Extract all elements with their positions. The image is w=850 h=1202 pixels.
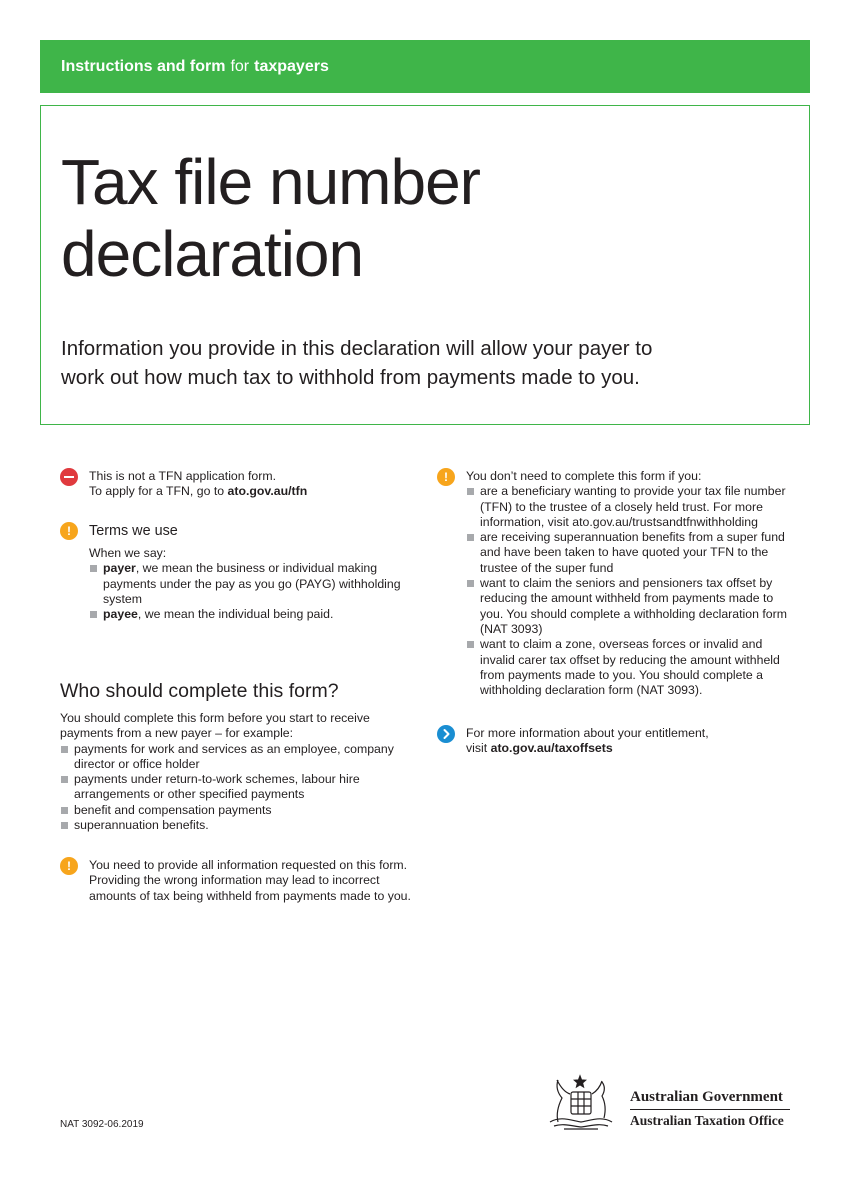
not-application-line1: This is not a TFN application form. xyxy=(89,469,277,483)
page-subtitle: Information you provide in this declaration will allow your payer to work out how much tax to withhold from payments made to you. xyxy=(61,337,653,389)
no-need-section xyxy=(437,469,797,698)
list-item: benefit and compensation payments xyxy=(60,803,420,818)
banner-text-taxpayers: taxpayers xyxy=(254,57,329,75)
not-application-note xyxy=(60,469,420,500)
ato-text: Australian Taxation Office xyxy=(630,1113,784,1128)
tfn-link[interactable]: ato.gov.au/tfn xyxy=(227,484,308,499)
list-item: want to claim a zone, overseas forces or invalid and invalid carer tax offset by reducing the amount withheld from payments made to you. You should complete a withholding declaration form (NAT 3093). xyxy=(466,637,797,698)
terms-intro: When we say: xyxy=(89,546,167,560)
title-line-2: declaration xyxy=(61,218,364,290)
term-payee-text: , we mean the individual being paid. xyxy=(137,607,334,622)
terms-heading: Terms we use xyxy=(89,523,178,539)
government-logo xyxy=(540,1072,792,1134)
exclamation-icon: ! xyxy=(437,468,455,486)
title-line-1: Tax file number xyxy=(61,146,480,218)
who-intro: You should complete this form before you start to receive payments from a new payer – for example: xyxy=(60,711,370,741)
exclamation-icon: ! xyxy=(60,857,78,875)
list-item: payments for work and services as an employee, company director or office holder xyxy=(60,742,420,773)
more-info-note xyxy=(437,726,797,757)
australian-government-text: Australian Government xyxy=(630,1089,783,1105)
list-item: superannuation benefits. xyxy=(60,818,420,833)
no-need-intro: You don’t need to complete this form if you: xyxy=(466,469,702,483)
more-info-line2 xyxy=(466,741,797,756)
chevron-right-glyph xyxy=(437,725,455,743)
exclamation-icon: ! xyxy=(60,522,78,540)
term-payer-text: , we mean the business or individual making payments under the pay as you go (PAYG) withholding system xyxy=(103,561,401,606)
who-section xyxy=(60,679,420,833)
government-wordmark xyxy=(630,1088,790,1130)
no-need-list xyxy=(466,484,797,698)
list-item: are receiving superannuation benefits from a super fund and have been taken to have quoted your TFN to the trustee of the super fund xyxy=(466,530,797,576)
chevron-right-icon xyxy=(437,725,455,743)
more-info-line1: For more information about your entitlement, xyxy=(466,726,709,740)
term-payee: payee xyxy=(103,607,138,622)
no-entry-icon xyxy=(60,468,78,486)
terms-section xyxy=(60,522,420,622)
list-item xyxy=(89,561,420,607)
list-item xyxy=(89,607,420,622)
form-code: NAT 3092-06.2019 xyxy=(60,1119,144,1130)
page-title xyxy=(61,146,480,290)
not-application-line2 xyxy=(89,484,420,499)
who-heading: Who should complete this form? xyxy=(60,680,339,702)
info-warning-note xyxy=(60,858,430,904)
term-payer: payer xyxy=(103,561,136,576)
title-box xyxy=(40,105,810,425)
info-warning-text: You need to provide all information requested on this form. Providing the wrong information may lead to incorrect amounts of tax being withheld from payments made to you. xyxy=(89,858,411,903)
terms-list xyxy=(89,561,420,622)
banner-text-for: for xyxy=(230,57,250,75)
banner-text-instructions: Instructions and form xyxy=(61,57,226,75)
list-item: payments under return-to-work schemes, labour hire arrangements or other specified payments xyxy=(60,772,420,803)
coat-of-arms-icon xyxy=(540,1072,624,1134)
visit-prefix: visit xyxy=(466,741,491,756)
list-item: are a beneficiary wanting to provide your tax file number (TFN) to the trustee of a closely held trust. For more information, visit ato.gov.au/trustsandtfnwithholding xyxy=(466,484,797,530)
header-banner xyxy=(40,40,810,93)
list-item: want to claim the seniors and pensioners tax offset by reducing the amount withheld from payments made to you. You should complete a withholding declaration form (NAT 3093) xyxy=(466,576,797,637)
taxoffsets-link[interactable]: ato.gov.au/taxoffsets xyxy=(490,741,613,756)
apply-prefix: To apply for a TFN, go to xyxy=(89,484,228,499)
who-list xyxy=(60,742,420,834)
